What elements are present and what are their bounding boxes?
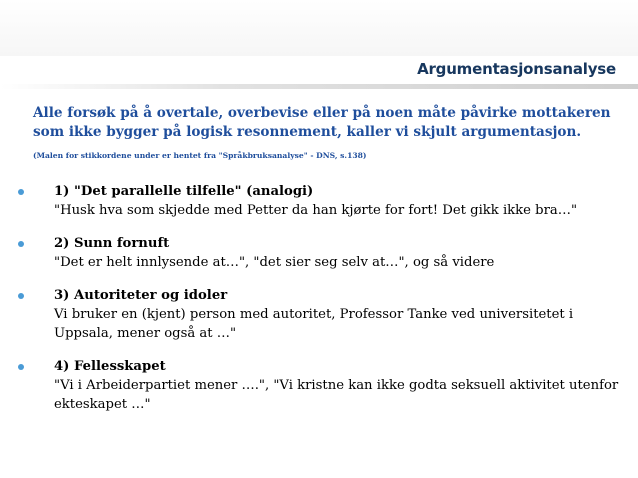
bullet-icon bbox=[18, 189, 24, 195]
bullet-heading: 4) Fellesskapet bbox=[54, 359, 166, 374]
intro-text: Alle forsøk på å overtale, overbevise eller på noen måte påvirke mottakeren som ikke bygger på logisk resonnement, kaller vi skjult argumentasjon. bbox=[33, 105, 611, 140]
bullet-heading: 1) "Det parallelle tilfelle" (analogi) bbox=[54, 184, 314, 199]
bullet-icon bbox=[18, 364, 24, 370]
header-band bbox=[0, 0, 638, 56]
bullet-icon bbox=[18, 293, 24, 299]
bullet-item bbox=[18, 286, 623, 343]
bullet-heading: 2) Sunn fornuft bbox=[54, 236, 170, 251]
title-divider bbox=[0, 84, 638, 89]
bullet-heading: 3) Autoriteter og idoler bbox=[54, 288, 228, 303]
bullet-body: "Vi i Arbeiderpartiet mener ….", "Vi kristne kan ikke godta seksuell aktivitet utenfor ekteskapet …" bbox=[54, 378, 619, 412]
bullet-body: "Husk hva som skjedde med Petter da han kjørte for fort! Det gikk ikke bra…" bbox=[54, 203, 578, 218]
bullet-item bbox=[18, 182, 623, 220]
bullet-item bbox=[18, 357, 623, 414]
slide-title: Argumentasjonsanalyse bbox=[417, 60, 616, 78]
source-note: (Malen for stikkordene under er hentet fra "Språkbruksanalyse" - DNS, s.138) bbox=[33, 151, 367, 160]
bullet-item bbox=[18, 234, 623, 272]
bullet-body: Vi bruker en (kjent) person med autoritet, Professor Tanke ved universitetet i Uppsala, mener også at …" bbox=[54, 307, 574, 341]
bullet-icon bbox=[18, 241, 24, 247]
bullet-list bbox=[18, 182, 623, 414]
bullet-body: "Det er helt innlysende at…", "det sier seg selv at…", og så videre bbox=[54, 255, 495, 270]
